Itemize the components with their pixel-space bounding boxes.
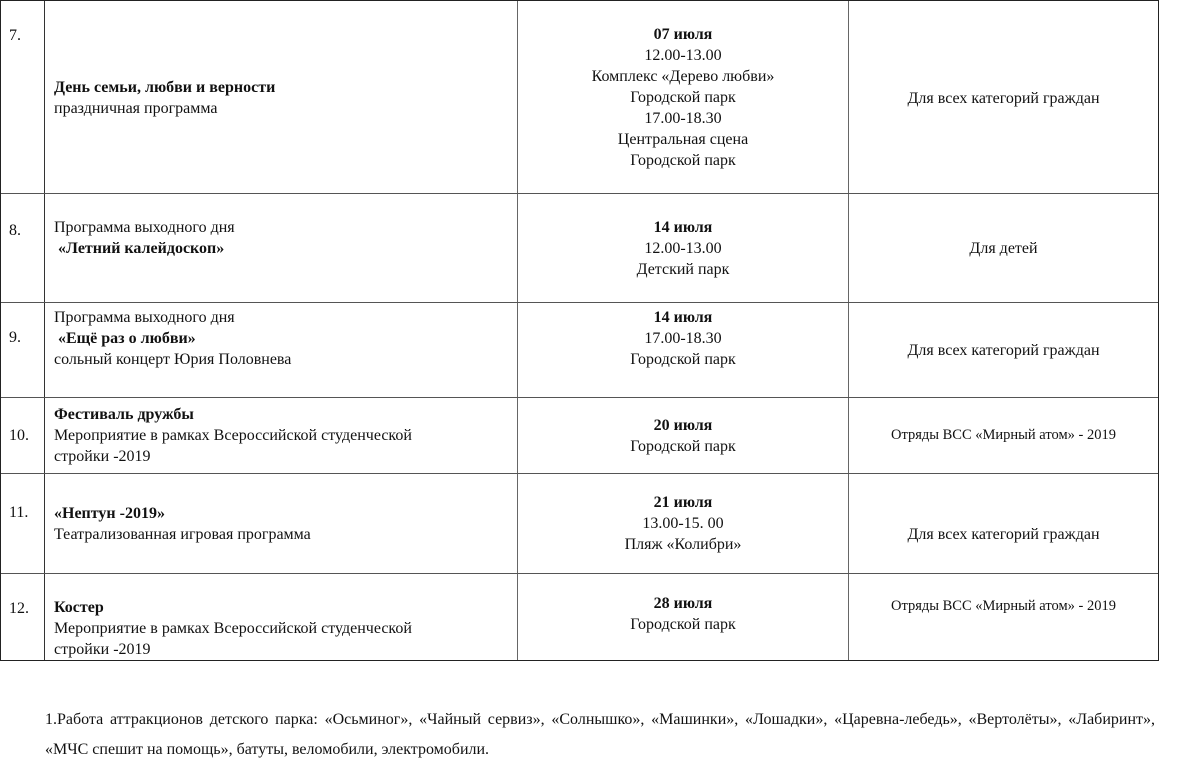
- event-title: Костер: [54, 599, 104, 616]
- event-pretitle: Программа выходного дня: [54, 309, 235, 326]
- table-row: [1, 397, 1158, 473]
- event-subtitle: Театрализованная игровая программа: [54, 526, 311, 543]
- event-cell: [45, 574, 518, 660]
- event-cell: [45, 303, 518, 397]
- row-number: 8.: [1, 194, 45, 302]
- event-date: 14 июля: [653, 219, 713, 236]
- event-detail: Городской парк: [630, 438, 736, 455]
- event-detail: Центральная сцена: [617, 131, 749, 148]
- event-detail: 12.00-13.00: [644, 240, 722, 257]
- row-number: 11.: [1, 474, 45, 573]
- row-number: 12.: [1, 574, 45, 660]
- event-date: 21 июля: [653, 494, 713, 511]
- event-detail: Городской парк: [630, 152, 736, 169]
- event-detail: Пляж «Колибри»: [624, 536, 742, 553]
- audience-cell: Отряды ВСС «Мирный атом» - 2019: [890, 427, 1116, 443]
- event-detail: 12.00-13.00: [644, 47, 722, 64]
- event-date: 20 июля: [653, 417, 713, 434]
- row-number: 9.: [1, 303, 45, 397]
- event-title: День семьи, любви и верности: [54, 79, 276, 96]
- date-place-cell: [518, 474, 849, 573]
- audience-cell: Отряды ВСС «Мирный атом» - 2019: [890, 598, 1116, 614]
- event-date: 28 июля: [653, 595, 713, 612]
- event-title: «Ещё раз о любви»: [54, 330, 196, 347]
- event-subtitle: стройки -2019: [54, 448, 151, 465]
- event-subtitle: праздничная программа: [54, 100, 218, 117]
- event-detail: 17.00-18.30: [644, 110, 722, 127]
- date-place-cell: [518, 398, 849, 473]
- table-row: [1, 193, 1158, 302]
- date-place-cell: [518, 303, 849, 397]
- date-place-cell: [518, 574, 849, 660]
- event-subtitle: стройки -2019: [54, 641, 151, 658]
- event-cell: [45, 474, 518, 573]
- footnote: 1.Работа аттракционов детского парка: «Осьминог», «Чайный сервиз», «Солнышко», «Машинки», «Лошадки», «Царевна-лебедь», «Вертолёты», «Лабиринт», «МЧС спешит на помощь», батуты, веломобили, электромобили.: [45, 711, 1155, 758]
- audience-cell: Для всех категорий граждан: [907, 342, 1100, 359]
- event-detail: Детский парк: [636, 261, 730, 278]
- event-date: 07 июля: [653, 26, 713, 43]
- audience-cell: Для всех категорий граждан: [907, 526, 1100, 543]
- table-row: [1, 473, 1158, 573]
- table-row: [1, 302, 1158, 397]
- event-subtitle: Мероприятие в рамках Всероссийской студенческой: [54, 620, 412, 637]
- event-cell: [45, 1, 518, 193]
- event-date: 14 июля: [653, 309, 713, 326]
- event-pretitle: Программа выходного дня: [54, 219, 235, 236]
- date-place-cell: [518, 194, 849, 302]
- event-title: Фестиваль дружбы: [54, 406, 194, 423]
- event-detail: Городской парк: [630, 351, 736, 368]
- event-cell: [45, 194, 518, 302]
- table-row: [1, 573, 1158, 660]
- event-detail: 17.00-18.30: [644, 330, 722, 347]
- date-place-cell: [518, 1, 849, 193]
- row-number: 10.: [1, 398, 45, 473]
- audience-cell: Для всех категорий граждан: [907, 90, 1100, 107]
- event-detail: Комплекс «Дерево любви»: [591, 68, 775, 85]
- event-detail: Городской парк: [630, 89, 736, 106]
- event-subtitle: сольный концерт Юрия Половнева: [54, 351, 292, 368]
- table-row: [1, 0, 1158, 193]
- event-detail: Городской парк: [630, 616, 736, 633]
- event-title: «Летний калейдоскоп»: [54, 240, 225, 257]
- event-cell: [45, 398, 518, 473]
- audience-cell: Для детей: [969, 240, 1038, 257]
- event-detail: 13.00-15. 00: [642, 515, 724, 532]
- row-number: 7.: [1, 1, 45, 193]
- event-title: «Нептун -2019»: [54, 505, 165, 522]
- event-subtitle: Мероприятие в рамках Всероссийской студенческой: [54, 427, 412, 444]
